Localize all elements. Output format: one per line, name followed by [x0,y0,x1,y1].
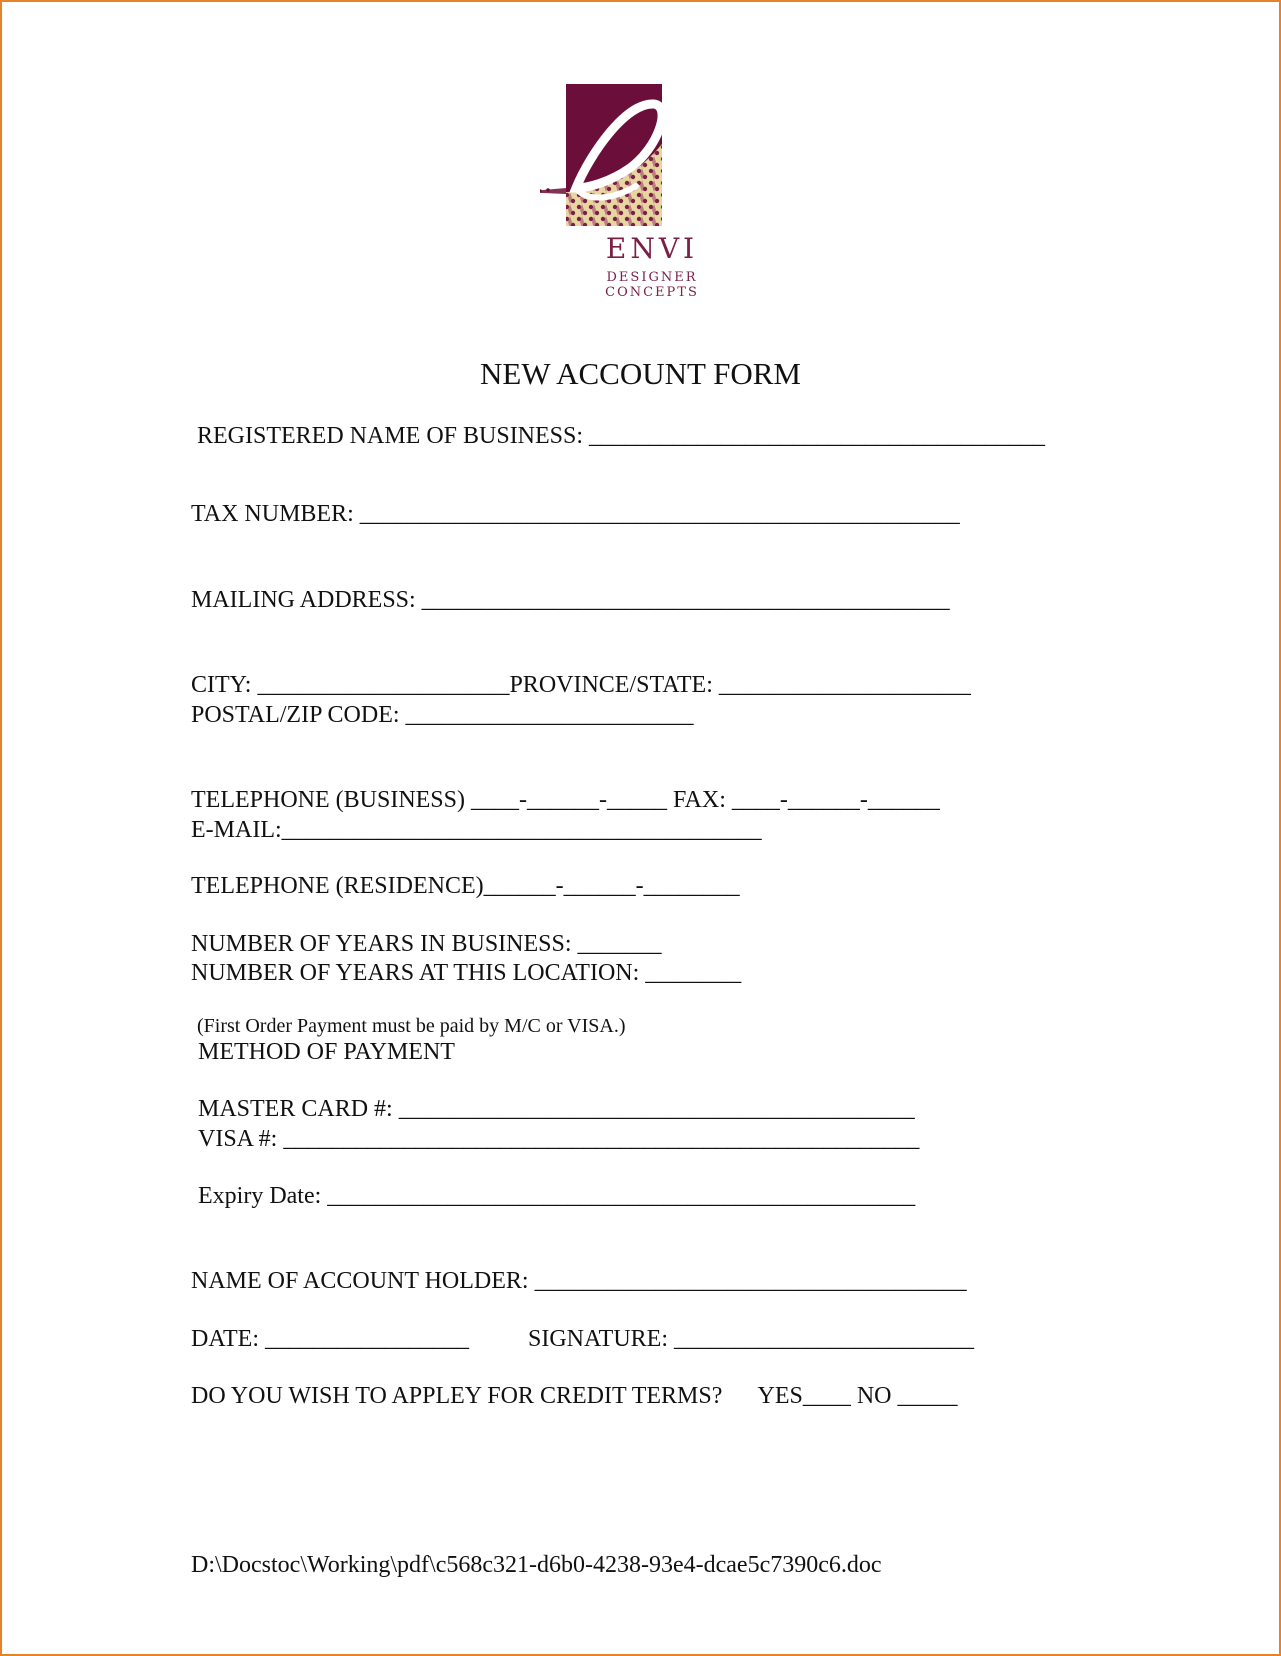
logo-subtitle-line2: CONCEPTS [605,285,699,300]
date-field[interactable]: DATE: _________________ [191,1326,469,1352]
telephone-residence-field[interactable]: TELEPHONE (RESIDENCE)______-______-________ [191,873,740,899]
signature-field[interactable]: SIGNATURE: _________________________ [528,1326,975,1352]
account-holder-field[interactable]: NAME OF ACCOUNT HOLDER: ____________________________________ [191,1268,967,1294]
mailing-address-field[interactable]: MAILING ADDRESS: ____________________________________________ [191,587,950,613]
city-province-field[interactable]: CITY: _____________________PROVINCE/STATE: _____________________ [191,672,971,698]
expiry-date-field[interactable]: Expiry Date: _________________________________________________ [198,1183,916,1209]
logo-subtitle-line1: DESIGNER [606,270,698,285]
telephone-business-fax-field[interactable]: TELEPHONE (BUSINESS) ____-______-_____ FAX: ____-______-______ [191,787,940,813]
postal-code-field[interactable]: POSTAL/ZIP CODE: ________________________ [191,702,694,728]
logo-brand-name: ENVI [605,232,699,265]
tax-number-field[interactable]: TAX NUMBER: __________________________________________________ [191,501,960,527]
method-of-payment-heading: METHOD OF PAYMENT [198,1039,455,1065]
visa-field[interactable]: VISA #: _____________________________________________________ [198,1126,920,1152]
years-at-location-field[interactable]: NUMBER OF YEARS AT THIS LOCATION: ________ [191,960,742,986]
form-title: NEW ACCOUNT FORM [480,356,801,391]
years-in-business-field[interactable]: NUMBER OF YEARS IN BUSINESS: _______ [191,931,662,957]
registered-name-field[interactable]: REGISTERED NAME OF BUSINESS: ______________________________________ [197,423,1046,449]
footer-file-path: D:\Docstoc\Working\pdf\c568c321-d6b0-4238-93e4-dcae5c7390c6.doc [191,1552,882,1578]
master-card-field[interactable]: MASTER CARD #: ___________________________________________ [198,1096,915,1122]
credit-terms-question[interactable]: DO YOU WISH TO APPLEY FOR CREDIT TERMS? YES____ NO _____ [191,1383,958,1409]
company-logo [540,84,712,306]
payment-note: (First Order Payment must be paid by M/C or VISA.) [197,1015,626,1037]
email-field[interactable]: E-MAIL:________________________________________ [191,817,762,843]
